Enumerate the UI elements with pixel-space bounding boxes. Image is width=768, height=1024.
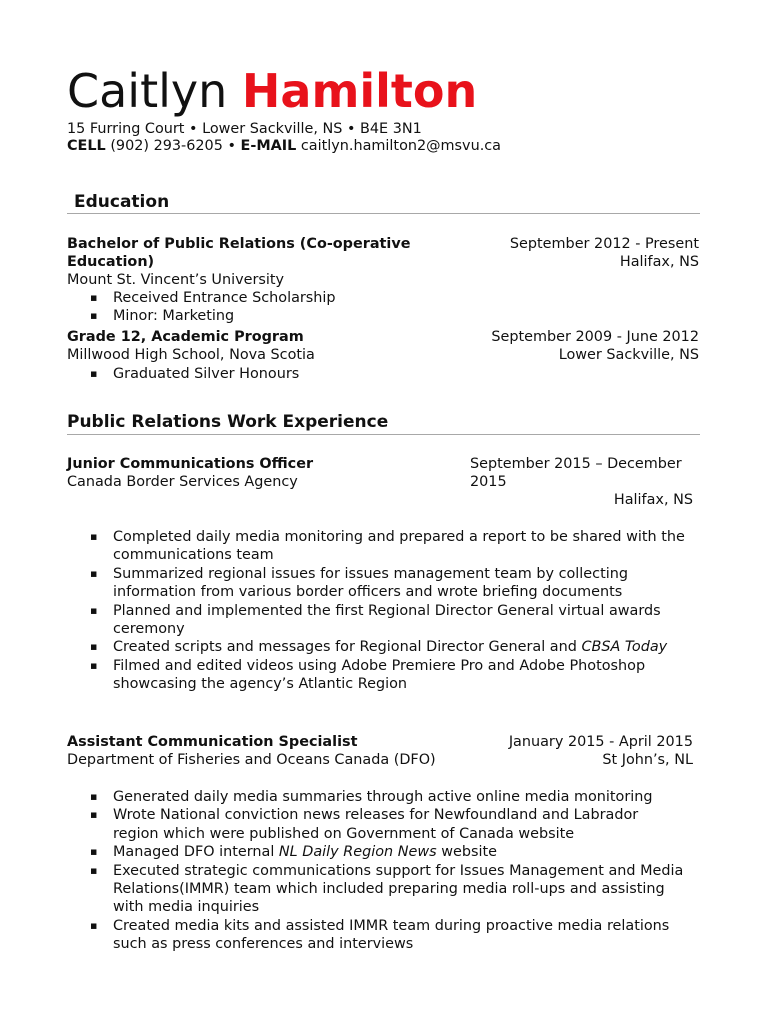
list-item: ▪ Managed DFO internal NL Daily Region News website [67, 843, 687, 861]
list-item: ▪ Completed daily media monitoring and prepared a report to be shared with the communications team [67, 528, 707, 565]
list-item: ▪ Minor: Marketing [67, 307, 667, 325]
list-item: ▪ Filmed and edited videos using Adobe Premiere Pro and Adobe Photoshop showcasing the agency’s Atlantic Region [67, 657, 707, 694]
education-divider [67, 213, 700, 214]
job1-dates-line2: 2015 [470, 474, 507, 490]
job1-dates-line1: September 2015 – December [470, 456, 682, 472]
job2-dates: January 2015 - April 2015 [508, 734, 693, 750]
job1-location: Halifax, NS [613, 492, 693, 508]
publication-title: NL Daily Region News [278, 844, 437, 861]
degree-location: Halifax, NS [619, 254, 699, 270]
list-item: ▪ Generated daily media summaries through active online media monitoring [67, 788, 687, 806]
degree-title-line1: Bachelor of Public Relations (Co-operative [67, 236, 411, 252]
cell-label: CELL [67, 138, 106, 154]
publication-title: CBSA Today [581, 639, 668, 656]
job2-title: Assistant Communication Specialist [67, 734, 358, 750]
contact-line [67, 137, 501, 155]
highschool-bullets [67, 365, 667, 383]
experience-divider [67, 434, 700, 435]
degree-title-line2: Education) [67, 254, 155, 270]
list-item: ▪ Wrote National conviction news releases for Newfoundland and Labrador region which were published on Government of Canada website [67, 806, 687, 843]
list-item: ▪ Graduated Silver Honours [67, 365, 667, 383]
address-line: 15 Furring Court • Lower Sackville, NS • B4E 3N1 [67, 121, 422, 137]
degree-dates: September 2012 - Present [509, 236, 699, 252]
degree-school: Mount St. Vincent’s University [67, 272, 285, 288]
list-item: ▪ Summarized regional issues for issues management team by collecting information from various border officers and wrote briefing documents [67, 565, 707, 602]
job2-location: St John’s, NL [602, 752, 693, 768]
highschool-dates: September 2009 - June 2012 [491, 329, 699, 345]
job1-title: Junior Communications Officer [67, 456, 314, 472]
list-item: ▪ Created media kits and assisted IMMR team during proactive media relations such as press conferences and interviews [67, 917, 687, 954]
list-item: ▪ Planned and implemented the first Regional Director General virtual awards ceremony [67, 602, 707, 639]
job2-bullets [67, 788, 687, 954]
candidate-name [67, 63, 477, 119]
email-label: E-MAIL [240, 138, 297, 154]
cell-value: (902) 293-6205 • [110, 138, 236, 154]
job2-org: Department of Fisheries and Oceans Canada (DFO) [67, 752, 436, 768]
list-item: ▪ Executed strategic communications support for Issues Management and Media Relations(IMMR) team which included preparing media roll-ups and assisting with media inquiries [67, 862, 687, 917]
highschool-school: Millwood High School, Nova Scotia [67, 347, 315, 363]
list-item: ▪ Received Entrance Scholarship [67, 289, 667, 307]
list-item: ▪ Created scripts and messages for Regional Director General and CBSA Today [67, 638, 707, 656]
job1-org: Canada Border Services Agency [67, 474, 298, 490]
last-name: Hamilton [241, 64, 478, 118]
experience-heading: Public Relations Work Experience [67, 412, 389, 432]
job1-bullets [67, 528, 707, 694]
degree-bullets [67, 289, 667, 326]
email-value[interactable]: caitlyn.hamilton2@msvu.ca [300, 138, 501, 154]
highschool-title: Grade 12, Academic Program [67, 329, 304, 345]
highschool-location: Lower Sackville, NS [558, 347, 699, 363]
education-heading: Education [74, 192, 170, 212]
first-name: Caitlyn [67, 64, 228, 118]
